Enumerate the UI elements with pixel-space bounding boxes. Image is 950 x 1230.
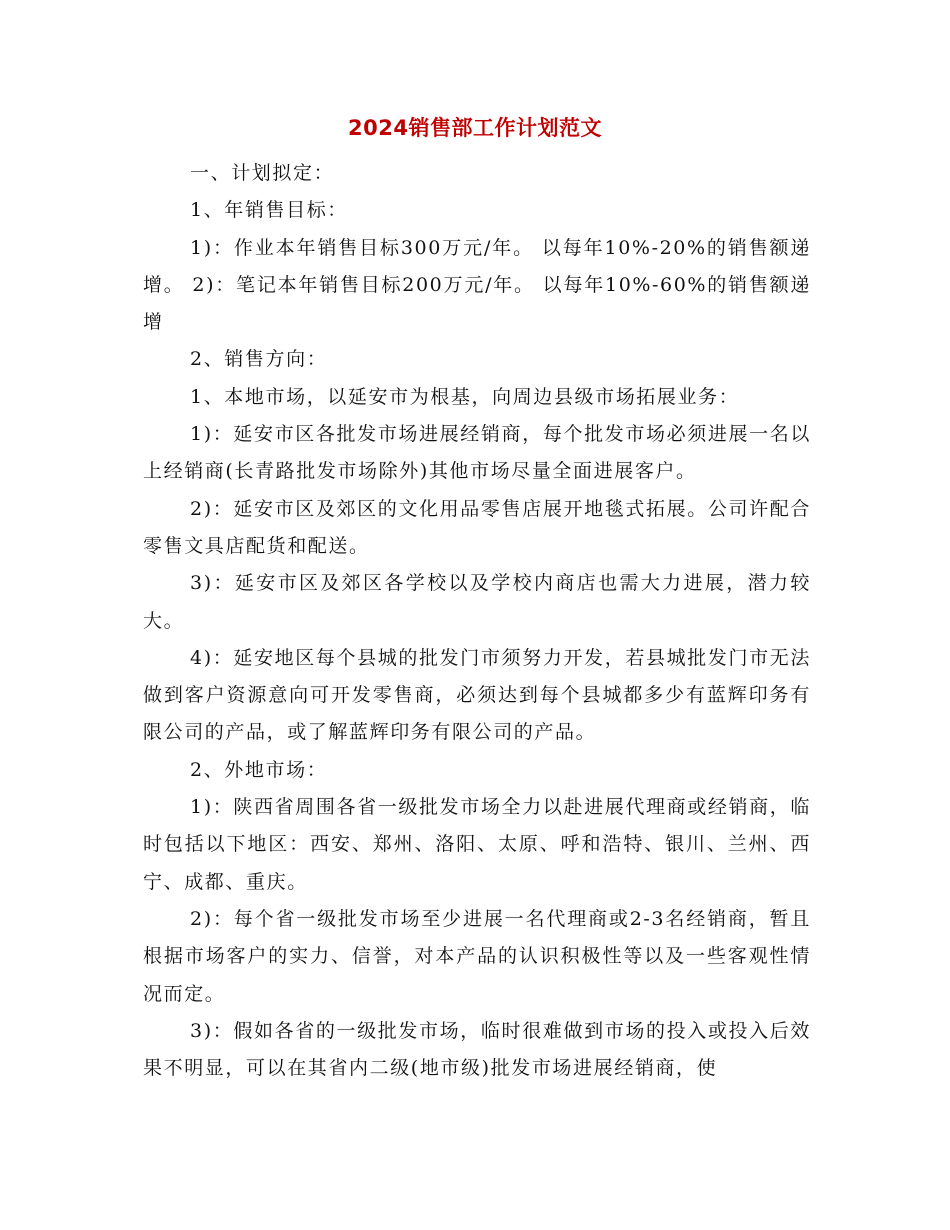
paragraph-sales-direction-heading: 2、销售方向： (190, 348, 328, 371)
paragraph-sales-target-detail: 1)：作业本年销售目标300万元/年。 以每年10%-20%的销售额递增。 2)：笔记本年销售目标200万元/年。 以每年10%-60%的销售额递增 (143, 236, 811, 334)
paragraph-external-item-2: 2)：每个省一级批发市场至少进展一名代理商或2-3名经销商，暂且根据市场客户的实力、信誉，对本产品的认识积极性等以及一些客观性情况而定。 (143, 907, 811, 1005)
document-body (143, 155, 811, 1087)
document-title: 2024销售部工作计划范文 (348, 116, 602, 140)
paragraph-sales-target-heading: 1、年销售目标： (190, 199, 348, 222)
paragraph-plan-heading: 一、计划拟定： (190, 162, 335, 184)
paragraph-local-item-4: 4)：延安地区每个县城的批发门市须努力开发，若县城批发门市无法做到客户资源意向可开发零售商，必须达到每个县城都多少有蓝辉印务有限公司的产品，或了解蓝辉印务有限公司的产品。 (143, 646, 811, 744)
paragraph-local-item-3: 3)：延安市区及郊区各学校以及学校内商店也需大力进展，潜力较大。 (143, 572, 811, 632)
paragraph-external-item-1: 1)：陕西省周围各省一级批发市场全力以赴进展代理商或经销商，临时包括以下地区：西安、郑州、洛阳、太原、呼和浩特、银川、兰州、西宁、成都、重庆。 (143, 796, 811, 893)
paragraph-external-market: 2、外地市场： (190, 758, 328, 781)
paragraph-local-item-1: 1)：延安市区各批发市场进展经销商，每个批发市场必须进展一名以上经销商(长青路批发市场除外)其他市场尽量全面进展客户。 (143, 423, 811, 483)
paragraph-local-market: 1、本地市场，以延安市为根基，向周边县级市场拓展业务： (190, 385, 740, 408)
paragraph-external-item-3: 3)：假如各省的一级批发市场，临时很难做到市场的投入或投入后效果不明显，可以在其省内二级(地市级)批发市场进展经销商，使 (143, 1019, 811, 1080)
paragraph-local-item-2: 2)：延安市区及郊区的文化用品零售店展开地毯式拓展。公司许配合零售文具店配货和配送。 (143, 497, 811, 557)
